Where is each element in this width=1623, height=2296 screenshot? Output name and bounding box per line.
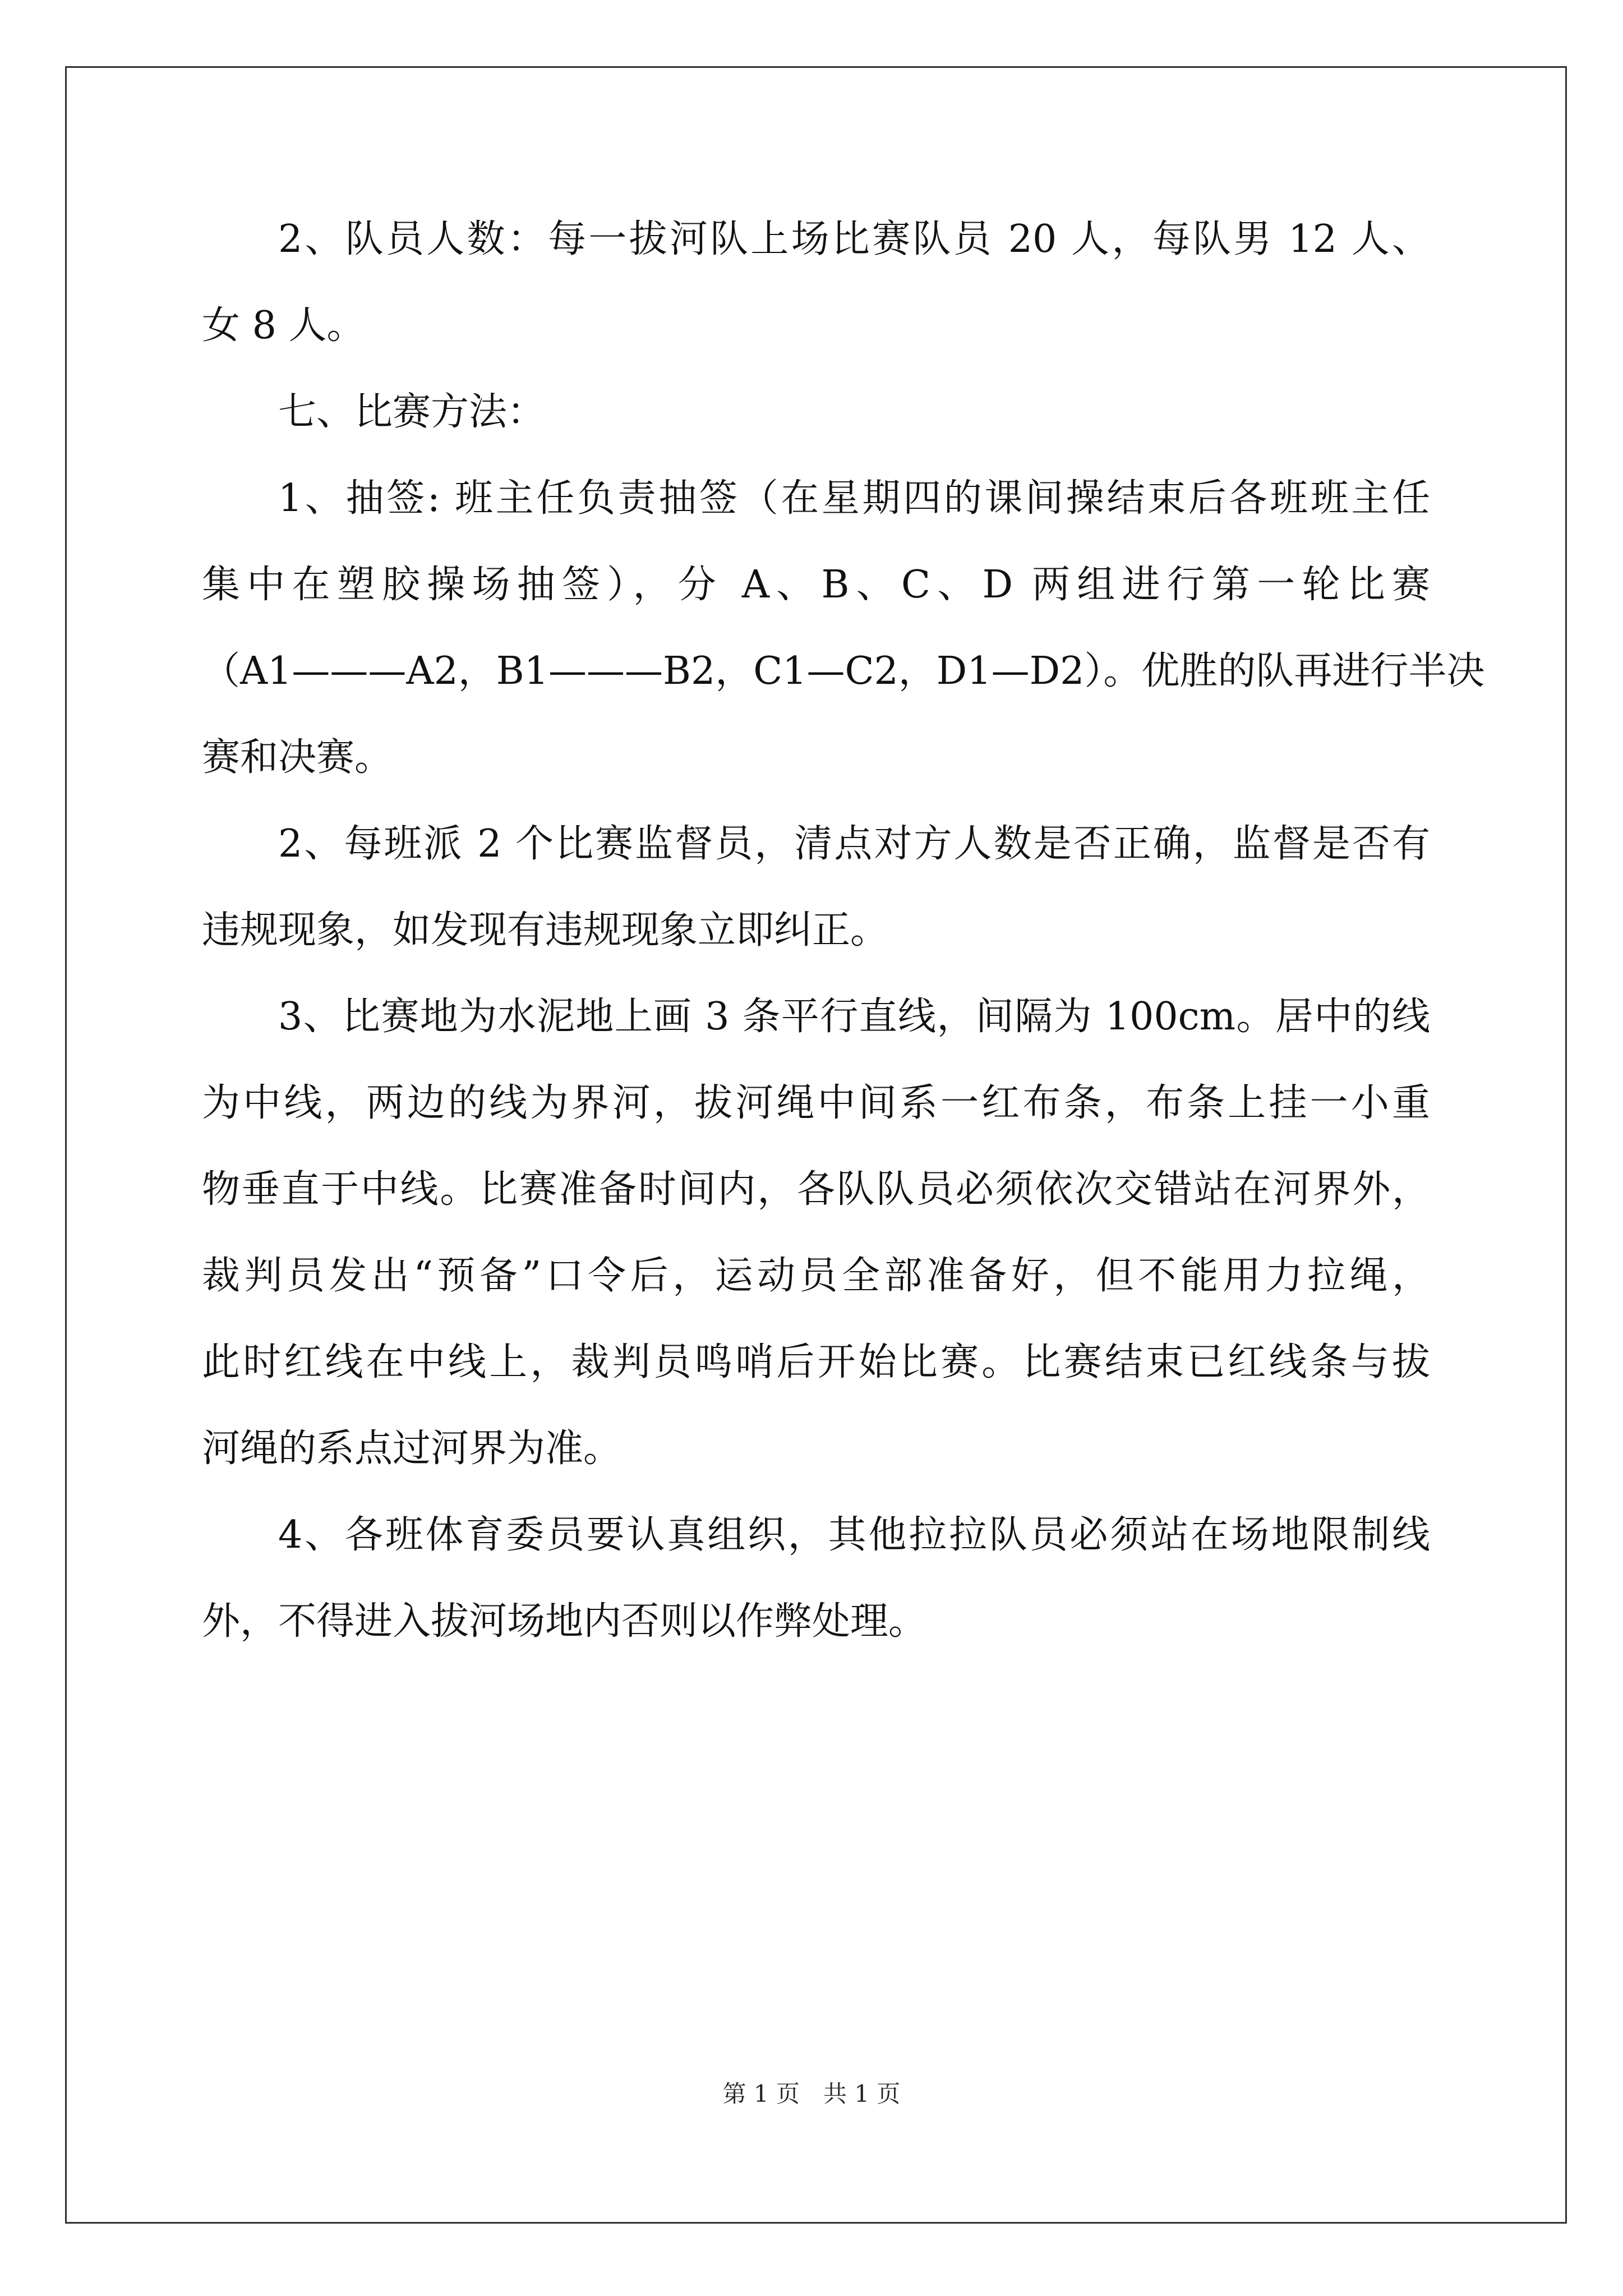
text-line: （A1———A2，B1———B2，C1—C2，D1—D2）。优胜的队再进行半决 bbox=[202, 649, 1485, 693]
paragraph-supervisors bbox=[202, 801, 1430, 974]
text-line: 此时红线在中线上，裁判员鸣哨后开始比赛。比赛结束已红线条与拔 bbox=[202, 1340, 1430, 1384]
paragraph-sports-committee bbox=[202, 1492, 1430, 1665]
text-line: 4、各班体育委员要认真组织，其他拉拉队员必须站在场地限制线 bbox=[278, 1513, 1430, 1557]
page-footer: 第 1 页 共 1 页 bbox=[722, 2080, 901, 2108]
paragraph-team-size bbox=[202, 196, 1430, 369]
text-line: 2、每班派 2 个比赛监督员，清点对方人数是否正确，监督是否有 bbox=[278, 822, 1430, 866]
text-line: 2、队员人数：每一拔河队上场比赛队员 20 人，每队男 12 人、 bbox=[278, 217, 1430, 261]
section-heading: 七、比赛方法： bbox=[278, 390, 546, 434]
text-line: 河绳的系点过河界为准。 bbox=[202, 1427, 622, 1471]
text-line: 集中在塑胶操场抽签），分 A、B、C、D 两组进行第一轮比赛 bbox=[202, 563, 1430, 607]
text-line: 物垂直于中线。比赛准备时间内，各队队员必须依次交错站在河界外， bbox=[202, 1167, 1430, 1212]
text-line: 违规现象，如发现有违规现象立即纠正。 bbox=[202, 908, 889, 953]
paragraph-field-rules bbox=[202, 974, 1430, 1492]
text-line: 3、比赛地为水泥地上画 3 条平行直线，间隔为 100cm。居中的线 bbox=[278, 995, 1430, 1039]
text-line: 为中线，两边的线为界河，拔河绳中间系一红布条，布条上挂一小重 bbox=[202, 1081, 1430, 1125]
text-line: 裁判员发出“预备”口令后，运动员全部准备好，但不能用力拉绳， bbox=[202, 1254, 1430, 1298]
text-line: 女 8 人。 bbox=[202, 303, 365, 348]
text-line: 1、抽签: 班主任负责抽签（在星期四的课间操结束后各班班主任 bbox=[278, 476, 1430, 521]
document-body bbox=[202, 196, 1485, 1665]
section-heading-competition-method bbox=[202, 369, 1430, 455]
text-line: 外，不得进入拔河场地内否则以作弊处理。 bbox=[202, 1599, 927, 1644]
text-line: 赛和决赛。 bbox=[202, 735, 393, 780]
paragraph-draw-lots bbox=[202, 455, 1485, 801]
